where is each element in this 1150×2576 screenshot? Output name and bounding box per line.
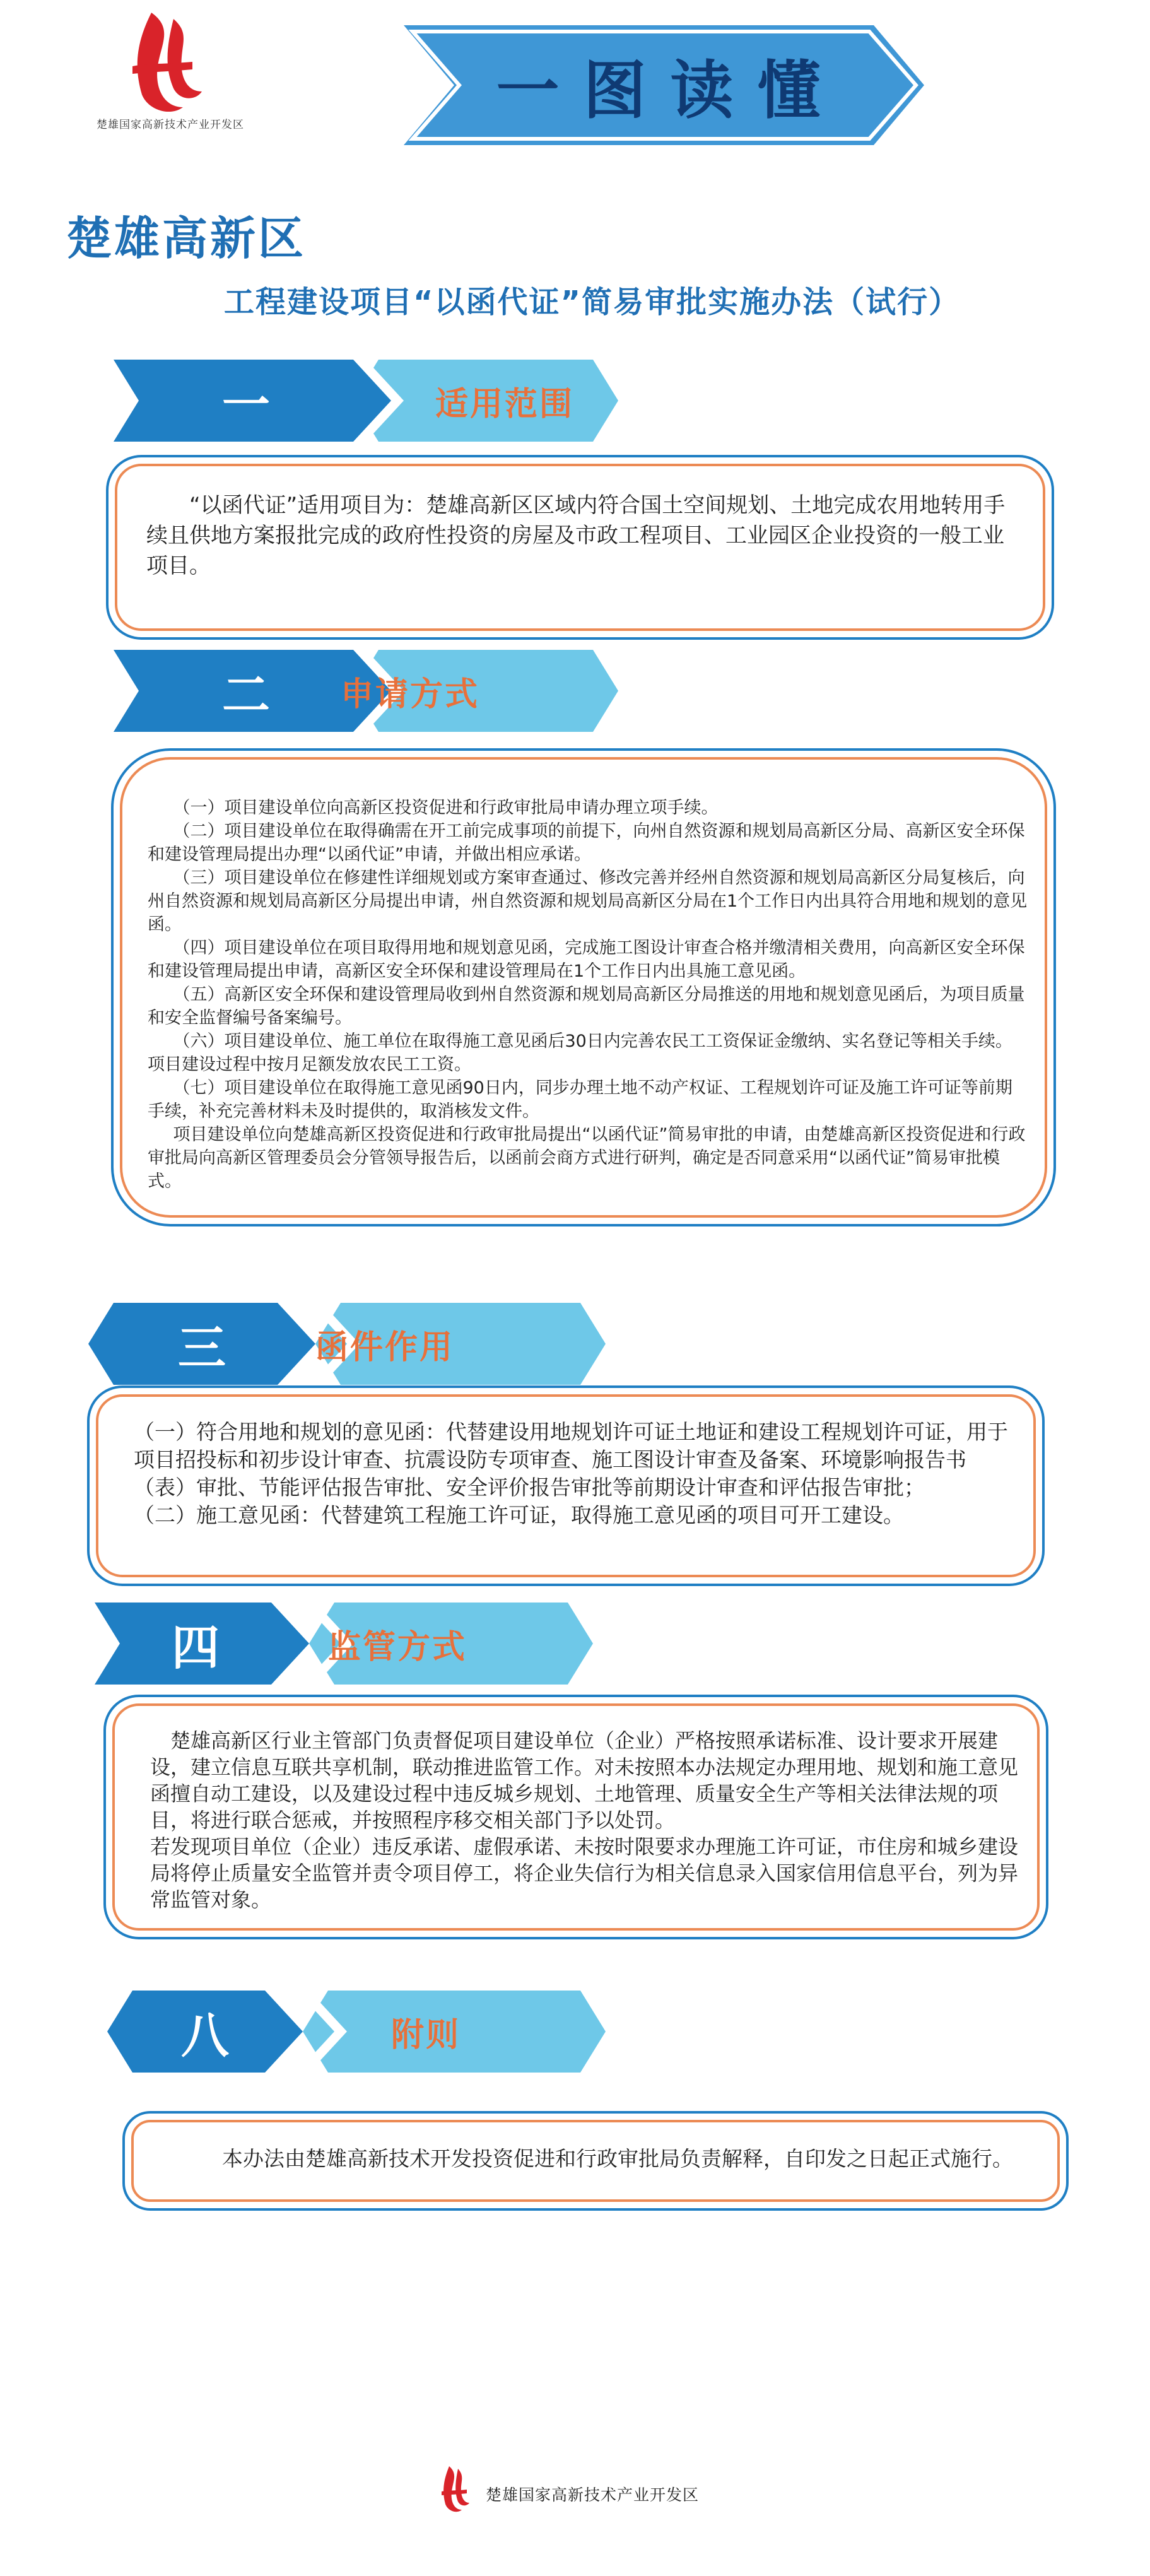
section-number: 一 <box>222 376 270 433</box>
section-number: 三 <box>178 1319 226 1376</box>
section-label: 申请方式 <box>341 675 480 714</box>
section-label: 附则 <box>391 2016 461 2054</box>
footer-logo <box>435 2464 473 2517</box>
logo-caption: 楚雄国家高新技术产业开发区 <box>97 119 244 131</box>
section-header-application <box>114 650 618 732</box>
paragraph: （一）项目建设单位向高新区投资促进和行政审批局申请办理立项手续。 <box>173 798 719 818</box>
section-number: 八 <box>181 2007 229 2064</box>
paragraph: （二）项目建设单位在取得确需在开工前完成事项的前提下，向州自然资源和规划局高新区分局、高新区安全环保和建设管理局提出办理“以函代证”申请，并做出相应承诺。 <box>148 821 1025 864</box>
footer-caption: 楚雄国家高新技术产业开发区 <box>486 2486 700 2504</box>
section-label: 监管方式 <box>328 1628 467 1666</box>
section-number: 二 <box>222 666 270 723</box>
section-header-supplementary <box>107 1991 606 2073</box>
paragraph-group <box>148 796 1028 1193</box>
section-header-letter-function <box>88 1303 606 1385</box>
content-box-supplementary <box>131 2120 1060 2202</box>
paragraph-group <box>134 1418 1017 1529</box>
paragraph: 楚雄高新区行业主管部门负责督促项目建设单位（企业）严格按照承诺标准、设计要求开展建设，建立信息互联共享机制，联动推进监管工作。对未按照本办法规定办理用地、规划和施工意见函擅自动工建设，以及建设过程中违反城乡规划、土地管理、质量安全生产等相关法律法规的项目，将进行联合惩戒，并按照程序移交相关部门予以处罚。 <box>150 1729 1019 1832</box>
section-number: 四 <box>172 1619 220 1676</box>
section-label: 适用范围 <box>435 385 575 423</box>
paragraph: “以函代证”适用项目为：楚雄高新区区域内符合国土空间规划、土地完成农用地转用手续且供地方案报批完成的政府性投资的房屋及市政工程项目、工业园区企业投资的一般工业项目。 <box>146 493 1006 579</box>
paragraph: （五）高新区安全环保和建设管理局收到州自然资源和规划局高新区分局推送的用地和规划意见函后，为项目质量和安全监督编号备案编号。 <box>148 985 1025 1028</box>
section-header-scope <box>114 360 618 442</box>
banner-title: 一图读懂 <box>496 54 845 127</box>
park-logo <box>114 6 214 123</box>
paragraph: （三）项目建设单位在修建性详细规划或方案审查通过、修改完善并经州自然资源和规划局高新区分局复核后，向州自然资源和规划局高新区分局提出申请，州自然资源和规划局高新区分局在1个工作日内出具符合用地和规划的意见函。 <box>148 868 1028 934</box>
content-box-supervision <box>112 1703 1040 1931</box>
paragraph: （六）项目建设单位、施工单位在取得施工意见函后30日内完善农民工工资保证金缴纳、实名登记等相关手续。项目建设过程中按月足额发放农民工工资。 <box>148 1032 1012 1074</box>
section-header-supervision <box>95 1603 593 1685</box>
content-box-scope <box>115 464 1045 631</box>
section-label: 函件作用 <box>315 1328 455 1367</box>
page-subtitle: 工程建设项目“以函代证”简易审批实施办法（试行） <box>224 285 961 320</box>
content-box-letter-function <box>96 1394 1036 1577</box>
paragraph: （一）符合用地和规划的意见函：代替建设用地规划许可证土地证和建设工程规划许可证，用于项目招投标和初步设计审查、抗震设防专项审查、施工图设计审查及备案、环境影响报告书（表）审批、节能评估报告审批、安全评价报告审批等前期设计审查和评估报告审批； <box>134 1420 1008 1500</box>
paragraph-group <box>150 1727 1027 1913</box>
paragraph: 本办法由楚雄高新技术开发投资促进和行政审批局负责解释，自印发之日起正式施行。 <box>222 2146 1013 2171</box>
paragraph: （七）项目建设单位在取得施工意见函90日内，同步办理土地不动产权证、工程规划许可证及施工许可证等前期手续，补充完善材料未及时提供的，取消核发文件。 <box>148 1078 1012 1121</box>
page-title: 楚雄高新区 <box>66 212 307 265</box>
paragraph: 若发现项目单位（企业）违反承诺、虚假承诺、未按时限要求办理施工许可证，市住房和城乡建设局将停止质量安全监管并责令项目停工，将企业失信行为相关信息录入国家信用信息平台，列为异常监管对象。 <box>150 1835 1019 1912</box>
content-box-application <box>120 757 1047 1218</box>
paragraph: （二）施工意见函：代替建筑工程施工许可证，取得施工意见函的项目可开工建设。 <box>134 1503 904 1527</box>
paragraph: 项目建设单位向楚雄高新区投资促进和行政审批局提出“以函代证”简易审批的申请，由楚雄高新区投资促进和行政审批局向高新区管理委员会分管领导报告后，以函前会商方式进行研判，确定是否同意采用“以函代证”简易审批模式。 <box>148 1125 1026 1191</box>
paragraph: （四）项目建设单位在项目取得用地和规划意见函，完成施工图设计审查合格并缴清相关费用，向高新区安全环保和建设管理局提出申请，高新区安全环保和建设管理局在1个工作日内出具施工意见函。 <box>148 938 1025 981</box>
